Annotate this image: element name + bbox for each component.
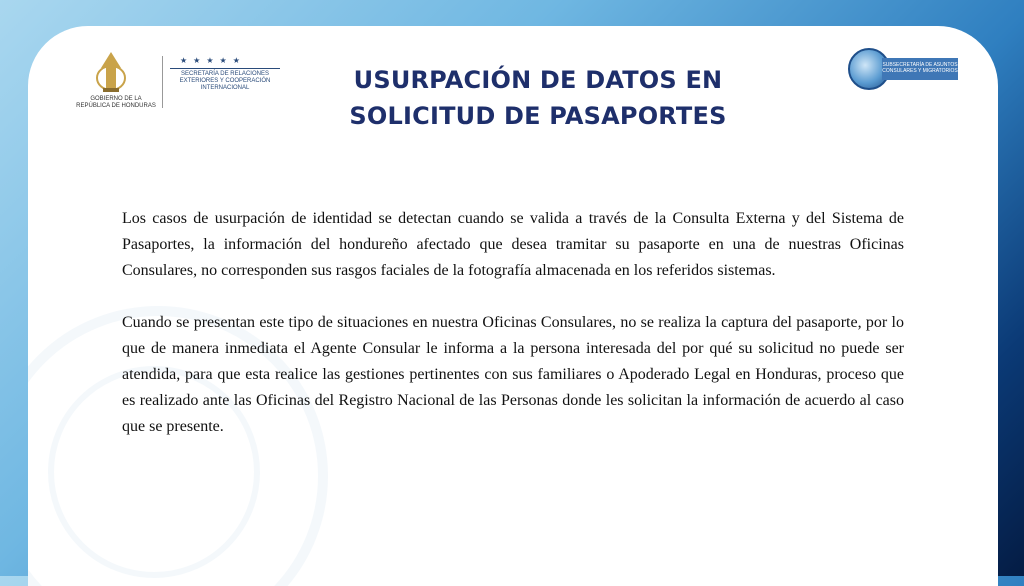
logo-divider (162, 56, 163, 108)
stars-icon: ★ ★ ★ ★ ★ (180, 56, 242, 65)
title-line-1: USURPACIÓN DE DATOS EN (353, 66, 723, 94)
paragraph-2: Cuando se presentan este tipo de situaciones en nuestra Oficinas Consulares, no se realiza la captura del pasaporte, por lo que de manera inmediata el Agente Consular le informa a la persona interesada del por qué su solicitud no puede ser atendida, para que esta realice las gestiones pertinentes con sus familiares o Apoderado Legal en Honduras, proceso que es realizado ante las Oficinas del Registro Nacional de las Personas donde les solicitan la información de acuerdo al caso que se presente. (122, 314, 904, 435)
title-line-2: SOLICITUD DE PASAPORTES (349, 102, 727, 130)
slide-title (208, 62, 868, 134)
consular-logo-text: SUBSECRETARÍA DE ASUNTOS CONSULARES Y MIGRATORIOS (882, 58, 958, 80)
paragraph-1: Los casos de usurpación de identidad se detectan cuando se valida a través de la Consulta Externa y del Sistema de Pasaportes, la información del hondureño afectado que desea tramitar su pasaporte en una de nuestras Oficinas Consulares, no corresponden sus rasgos faciales de la fotografía almacenada en los referidos sistemas. (122, 210, 904, 279)
slide-panel (28, 26, 998, 586)
government-text: GOBIERNO DE LA REPÚBLICA DE HONDURAS (76, 96, 156, 109)
ministry-text: SECRETARÍA DE RELACIONES EXTERIORES Y COOPERACIÓN INTERNACIONAL (170, 68, 280, 92)
body-text (122, 206, 904, 466)
